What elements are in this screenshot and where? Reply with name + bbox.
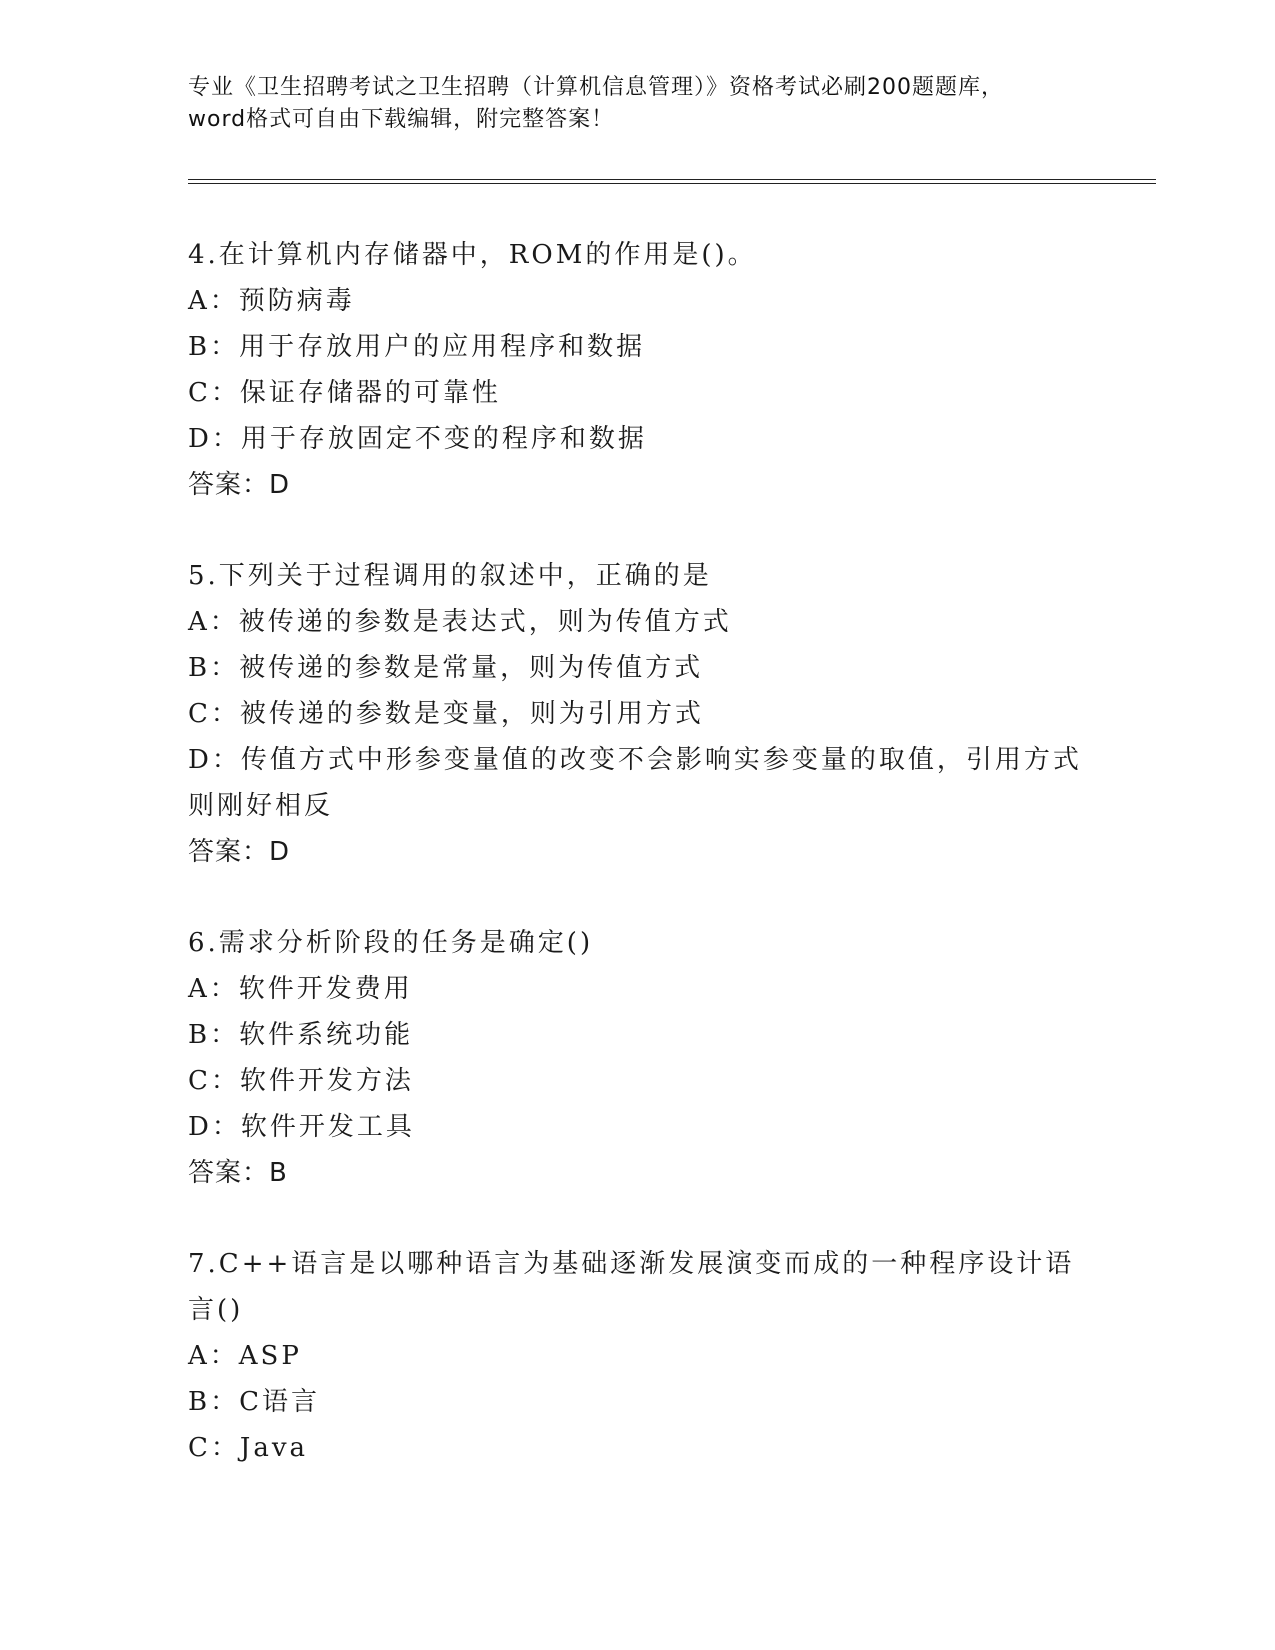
option-a: A：预防病毒 xyxy=(188,286,355,316)
answer-line: 答案：B xyxy=(188,1158,288,1188)
question-7 xyxy=(188,1241,1088,1471)
option-b: B：被传递的参数是常量，则为传值方式 xyxy=(188,653,704,683)
option-a: A：ASP xyxy=(188,1341,302,1371)
header-line-2: word格式可自由下载编辑，附完整答案！ xyxy=(188,107,615,132)
header-line-1: 专业《卫生招聘考试之卫生招聘（计算机信息管理）》资格考试必刷200题题库， xyxy=(188,75,1004,100)
option-c: C：被传递的参数是变量，则为引用方式 xyxy=(188,699,704,729)
option-d: D：传值方式中形参变量值的改变不会影响实参变量的取值，引用方式则刚好相反 xyxy=(188,745,1082,821)
question-stem: 5.下列关于过程调用的叙述中，正确的是 xyxy=(188,561,712,591)
option-b: B：软件系统功能 xyxy=(188,1020,414,1050)
question-stem: 7.C++语言是以哪种语言为基础逐渐发展演变而成的一种程序设计语言() xyxy=(188,1249,1075,1325)
option-d: D：软件开发工具 xyxy=(188,1112,415,1142)
option-d: D：用于存放固定不变的程序和数据 xyxy=(188,424,647,454)
question-5 xyxy=(188,553,1088,875)
option-a: A：软件开发费用 xyxy=(188,974,413,1004)
document-header xyxy=(188,72,1078,136)
header-divider-top xyxy=(188,179,1156,180)
question-4 xyxy=(188,232,1088,508)
option-c: C：软件开发方法 xyxy=(188,1066,414,1096)
question-6 xyxy=(188,920,1088,1196)
option-a: A：被传递的参数是表达式，则为传值方式 xyxy=(188,607,732,637)
option-c: C：保证存储器的可靠性 xyxy=(188,378,501,408)
option-b: B：用于存放用户的应用程序和数据 xyxy=(188,332,646,362)
answer-line: 答案：D xyxy=(188,470,291,500)
question-stem: 6.需求分析阶段的任务是确定() xyxy=(188,928,594,958)
question-stem: 4.在计算机内存储器中，ROM的作用是()。 xyxy=(188,240,757,270)
question-list xyxy=(188,232,1088,1516)
option-b: B：C语言 xyxy=(188,1387,321,1417)
answer-line: 答案：D xyxy=(188,837,291,867)
option-c: C：Java xyxy=(188,1433,309,1463)
header-divider-bottom xyxy=(188,183,1156,184)
